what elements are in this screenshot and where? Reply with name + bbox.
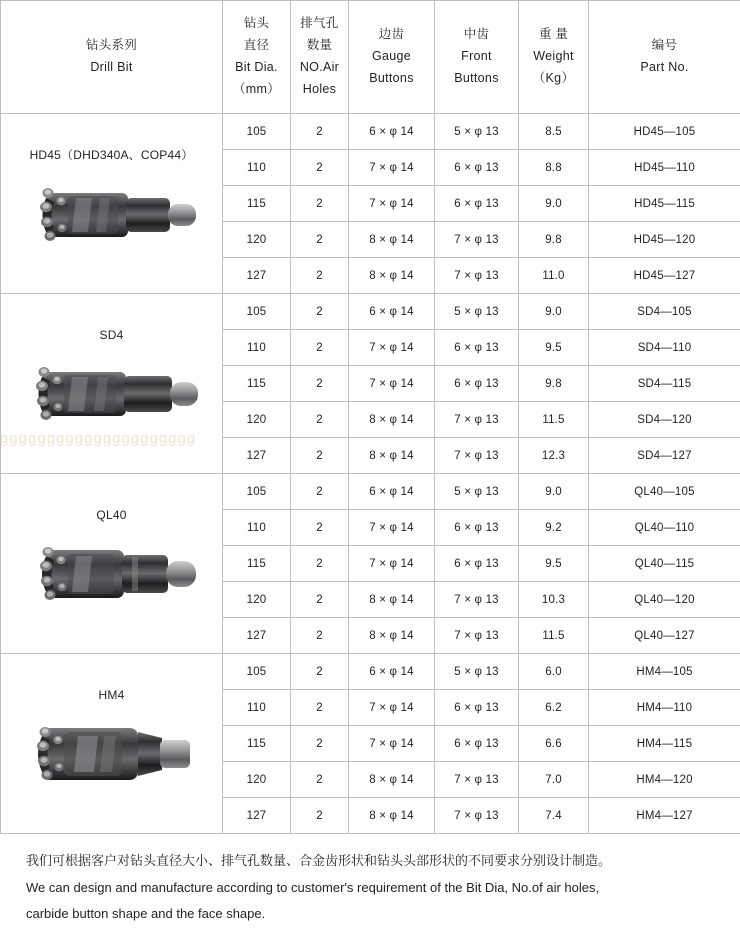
- front-buttons-cell: 6 × φ 13: [435, 366, 519, 402]
- gauge-buttons-cell: 8 × φ 14: [349, 222, 435, 258]
- front-buttons-cell: 7 × φ 13: [435, 402, 519, 438]
- air-holes-cell: 2: [291, 258, 349, 294]
- part-no-cell: HD45—105: [589, 114, 740, 150]
- air-holes-cell: 2: [291, 582, 349, 618]
- gauge-buttons-cell: 7 × φ 14: [349, 690, 435, 726]
- air-holes-cell: 2: [291, 294, 349, 330]
- gauge-buttons-cell: 6 × φ 14: [349, 294, 435, 330]
- gauge-buttons-cell: 8 × φ 14: [349, 762, 435, 798]
- weight-cell: 9.5: [519, 546, 589, 582]
- gauge-buttons-cell: 6 × φ 14: [349, 474, 435, 510]
- header-air-holes: [291, 1, 349, 114]
- part-no-cell: QL40—115: [589, 546, 740, 582]
- bit-dia-cell: 110: [223, 330, 291, 366]
- bit-dia-cell: 120: [223, 762, 291, 798]
- gauge-buttons-cell: 8 × φ 14: [349, 798, 435, 834]
- gauge-buttons-cell: 6 × φ 14: [349, 654, 435, 690]
- front-buttons-cell: 5 × φ 13: [435, 474, 519, 510]
- drill-bit-image: [1, 706, 222, 802]
- drill-bit-illustration-hd45: [12, 167, 212, 263]
- air-holes-cell: 2: [291, 618, 349, 654]
- bit-dia-cell: 115: [223, 186, 291, 222]
- gauge-buttons-cell: 7 × φ 14: [349, 726, 435, 762]
- air-holes-cell: 2: [291, 798, 349, 834]
- table-body: [1, 114, 740, 834]
- front-buttons-cell: 7 × φ 13: [435, 438, 519, 474]
- air-holes-cell: 2: [291, 150, 349, 186]
- header-series-cn: 钻头系列: [1, 35, 222, 57]
- air-holes-cell: 2: [291, 474, 349, 510]
- watermark: ggggggggggggggggggggg: [0, 430, 330, 452]
- header-bit-dia: [223, 1, 291, 114]
- part-no-cell: HM4—110: [589, 690, 740, 726]
- weight-cell: 7.0: [519, 762, 589, 798]
- weight-cell: 8.5: [519, 114, 589, 150]
- gauge-buttons-cell: 8 × φ 14: [349, 582, 435, 618]
- weight-cell: 11.5: [519, 402, 589, 438]
- header-front-unit: Buttons: [435, 68, 518, 90]
- bit-dia-cell: 115: [223, 366, 291, 402]
- bit-dia-cell: 105: [223, 474, 291, 510]
- part-no-cell: HM4—120: [589, 762, 740, 798]
- header-weight-unit: （Kg）: [519, 68, 588, 90]
- part-no-cell: SD4—127: [589, 438, 740, 474]
- weight-cell: 9.2: [519, 510, 589, 546]
- footer-line-en-2: carbide button shape and the face shape.: [26, 901, 714, 928]
- front-buttons-cell: 7 × φ 13: [435, 798, 519, 834]
- weight-cell: 7.4: [519, 798, 589, 834]
- weight-cell: 11.0: [519, 258, 589, 294]
- header-weight-cn: 重 量: [519, 24, 588, 46]
- series-cell: [1, 474, 223, 654]
- part-no-cell: QL40—127: [589, 618, 740, 654]
- air-holes-cell: 2: [291, 186, 349, 222]
- front-buttons-cell: 6 × φ 13: [435, 186, 519, 222]
- gauge-buttons-cell: 7 × φ 14: [349, 150, 435, 186]
- header-front-en: Front: [435, 46, 518, 68]
- front-buttons-cell: 5 × φ 13: [435, 654, 519, 690]
- part-no-cell: HM4—105: [589, 654, 740, 690]
- bit-dia-cell: 120: [223, 402, 291, 438]
- front-buttons-cell: 6 × φ 13: [435, 330, 519, 366]
- drill-bit-image: [1, 167, 222, 263]
- gauge-buttons-cell: 6 × φ 14: [349, 114, 435, 150]
- front-buttons-cell: 7 × φ 13: [435, 618, 519, 654]
- weight-cell: 9.0: [519, 294, 589, 330]
- weight-cell: 10.3: [519, 582, 589, 618]
- footer-line-cn: 我们可根据客户对钻头直径大小、排气孔数量、合金齿形状和钻头头部形状的不同要求分别设计制造。: [26, 848, 714, 875]
- gauge-buttons-cell: 8 × φ 14: [349, 618, 435, 654]
- table-row: [1, 294, 740, 330]
- bit-dia-cell: 115: [223, 726, 291, 762]
- part-no-cell: HD45—120: [589, 222, 740, 258]
- part-no-cell: SD4—115: [589, 366, 740, 402]
- weight-cell: 8.8: [519, 150, 589, 186]
- front-buttons-cell: 7 × φ 13: [435, 222, 519, 258]
- bit-dia-cell: 120: [223, 222, 291, 258]
- header-bit-dia-cn2: 直径: [223, 35, 290, 57]
- weight-cell: 6.6: [519, 726, 589, 762]
- air-holes-cell: 2: [291, 114, 349, 150]
- header-bit-dia-unit: （mm）: [223, 79, 290, 101]
- header-air-holes-en: NO.Air: [291, 57, 348, 79]
- header-weight-en: Weight: [519, 46, 588, 68]
- table-header: [1, 1, 740, 114]
- weight-cell: 9.0: [519, 186, 589, 222]
- weight-cell: 9.0: [519, 474, 589, 510]
- series-label: SD4: [1, 328, 222, 342]
- gauge-buttons-cell: 7 × φ 14: [349, 546, 435, 582]
- air-holes-cell: 2: [291, 330, 349, 366]
- gauge-buttons-cell: 8 × φ 14: [349, 258, 435, 294]
- header-part-no: [589, 1, 740, 114]
- air-holes-cell: 2: [291, 438, 349, 474]
- bit-dia-cell: 105: [223, 654, 291, 690]
- air-holes-cell: 2: [291, 366, 349, 402]
- header-front-buttons: [435, 1, 519, 114]
- bit-dia-cell: 110: [223, 510, 291, 546]
- header-bit-dia-en: Bit Dia.: [223, 57, 290, 79]
- part-no-cell: HM4—127: [589, 798, 740, 834]
- bit-dia-cell: 127: [223, 798, 291, 834]
- footer-line-en-1: We can design and manufacture according to customer's requirement of the Bit Dia, No.of air holes,: [26, 875, 714, 902]
- series-cell: [1, 114, 223, 294]
- front-buttons-cell: 6 × φ 13: [435, 690, 519, 726]
- bit-dia-cell: 110: [223, 150, 291, 186]
- drill-bit-illustration-sd4: [12, 346, 212, 442]
- part-no-cell: SD4—120: [589, 402, 740, 438]
- air-holes-cell: 2: [291, 654, 349, 690]
- gauge-buttons-cell: 8 × φ 14: [349, 402, 435, 438]
- front-buttons-cell: 7 × φ 13: [435, 582, 519, 618]
- gauge-buttons-cell: 8 × φ 14: [349, 438, 435, 474]
- air-holes-cell: 2: [291, 222, 349, 258]
- series-label: QL40: [1, 508, 222, 522]
- table-row: [1, 114, 740, 150]
- air-holes-cell: 2: [291, 762, 349, 798]
- drill-bit-image: [1, 346, 222, 442]
- front-buttons-cell: 5 × φ 13: [435, 294, 519, 330]
- air-holes-cell: 2: [291, 726, 349, 762]
- series-cell: [1, 294, 223, 474]
- weight-cell: 9.5: [519, 330, 589, 366]
- header-gauge-buttons: [349, 1, 435, 114]
- bit-dia-cell: 120: [223, 582, 291, 618]
- header-weight: [519, 1, 589, 114]
- gauge-buttons-cell: 7 × φ 14: [349, 186, 435, 222]
- header-air-holes-cn1: 排气孔: [291, 13, 348, 35]
- footer-note: [0, 834, 740, 928]
- front-buttons-cell: 6 × φ 13: [435, 150, 519, 186]
- air-holes-cell: 2: [291, 402, 349, 438]
- bit-dia-cell: 110: [223, 690, 291, 726]
- weight-cell: 6.2: [519, 690, 589, 726]
- gauge-buttons-cell: 7 × φ 14: [349, 366, 435, 402]
- part-no-cell: HD45—110: [589, 150, 740, 186]
- weight-cell: 12.3: [519, 438, 589, 474]
- front-buttons-cell: 7 × φ 13: [435, 762, 519, 798]
- series-label: HD45（DHD340A、COP44）: [1, 146, 222, 163]
- header-gauge-cn: 边齿: [349, 24, 434, 46]
- front-buttons-cell: 7 × φ 13: [435, 258, 519, 294]
- table-row: [1, 654, 740, 690]
- bit-dia-cell: 105: [223, 294, 291, 330]
- series-cell: [1, 654, 223, 834]
- part-no-cell: HD45—127: [589, 258, 740, 294]
- header-air-holes-unit: Holes: [291, 79, 348, 101]
- gauge-buttons-cell: 7 × φ 14: [349, 330, 435, 366]
- header-series: [1, 1, 223, 114]
- bit-dia-cell: 115: [223, 546, 291, 582]
- series-label: HM4: [1, 688, 222, 702]
- air-holes-cell: 2: [291, 510, 349, 546]
- header-series-en: Drill Bit: [1, 57, 222, 79]
- header-gauge-unit: Buttons: [349, 68, 434, 90]
- header-gauge-en: Gauge: [349, 46, 434, 68]
- bit-dia-cell: 127: [223, 258, 291, 294]
- header-row: [1, 1, 740, 114]
- drill-bit-illustration-hm4: [12, 706, 212, 802]
- part-no-cell: SD4—110: [589, 330, 740, 366]
- drill-bit-illustration-ql40: [12, 526, 212, 622]
- front-buttons-cell: 6 × φ 13: [435, 510, 519, 546]
- front-buttons-cell: 6 × φ 13: [435, 726, 519, 762]
- table-row: [1, 474, 740, 510]
- weight-cell: 11.5: [519, 618, 589, 654]
- part-no-cell: HD45—115: [589, 186, 740, 222]
- header-front-cn: 中齿: [435, 24, 518, 46]
- part-no-cell: QL40—120: [589, 582, 740, 618]
- weight-cell: 9.8: [519, 222, 589, 258]
- header-part-no-cn: 编号: [589, 35, 740, 57]
- bit-dia-cell: 127: [223, 618, 291, 654]
- part-no-cell: QL40—110: [589, 510, 740, 546]
- part-no-cell: HM4—115: [589, 726, 740, 762]
- header-part-no-en: Part No.: [589, 57, 740, 79]
- bit-dia-cell: 127: [223, 438, 291, 474]
- front-buttons-cell: 5 × φ 13: [435, 114, 519, 150]
- front-buttons-cell: 6 × φ 13: [435, 546, 519, 582]
- gauge-buttons-cell: 7 × φ 14: [349, 510, 435, 546]
- part-no-cell: QL40—105: [589, 474, 740, 510]
- air-holes-cell: 2: [291, 690, 349, 726]
- drill-bit-image: [1, 526, 222, 622]
- weight-cell: 9.8: [519, 366, 589, 402]
- header-bit-dia-cn1: 钻头: [223, 13, 290, 35]
- weight-cell: 6.0: [519, 654, 589, 690]
- part-no-cell: SD4—105: [589, 294, 740, 330]
- bit-dia-cell: 105: [223, 114, 291, 150]
- air-holes-cell: 2: [291, 546, 349, 582]
- header-air-holes-cn2: 数量: [291, 35, 348, 57]
